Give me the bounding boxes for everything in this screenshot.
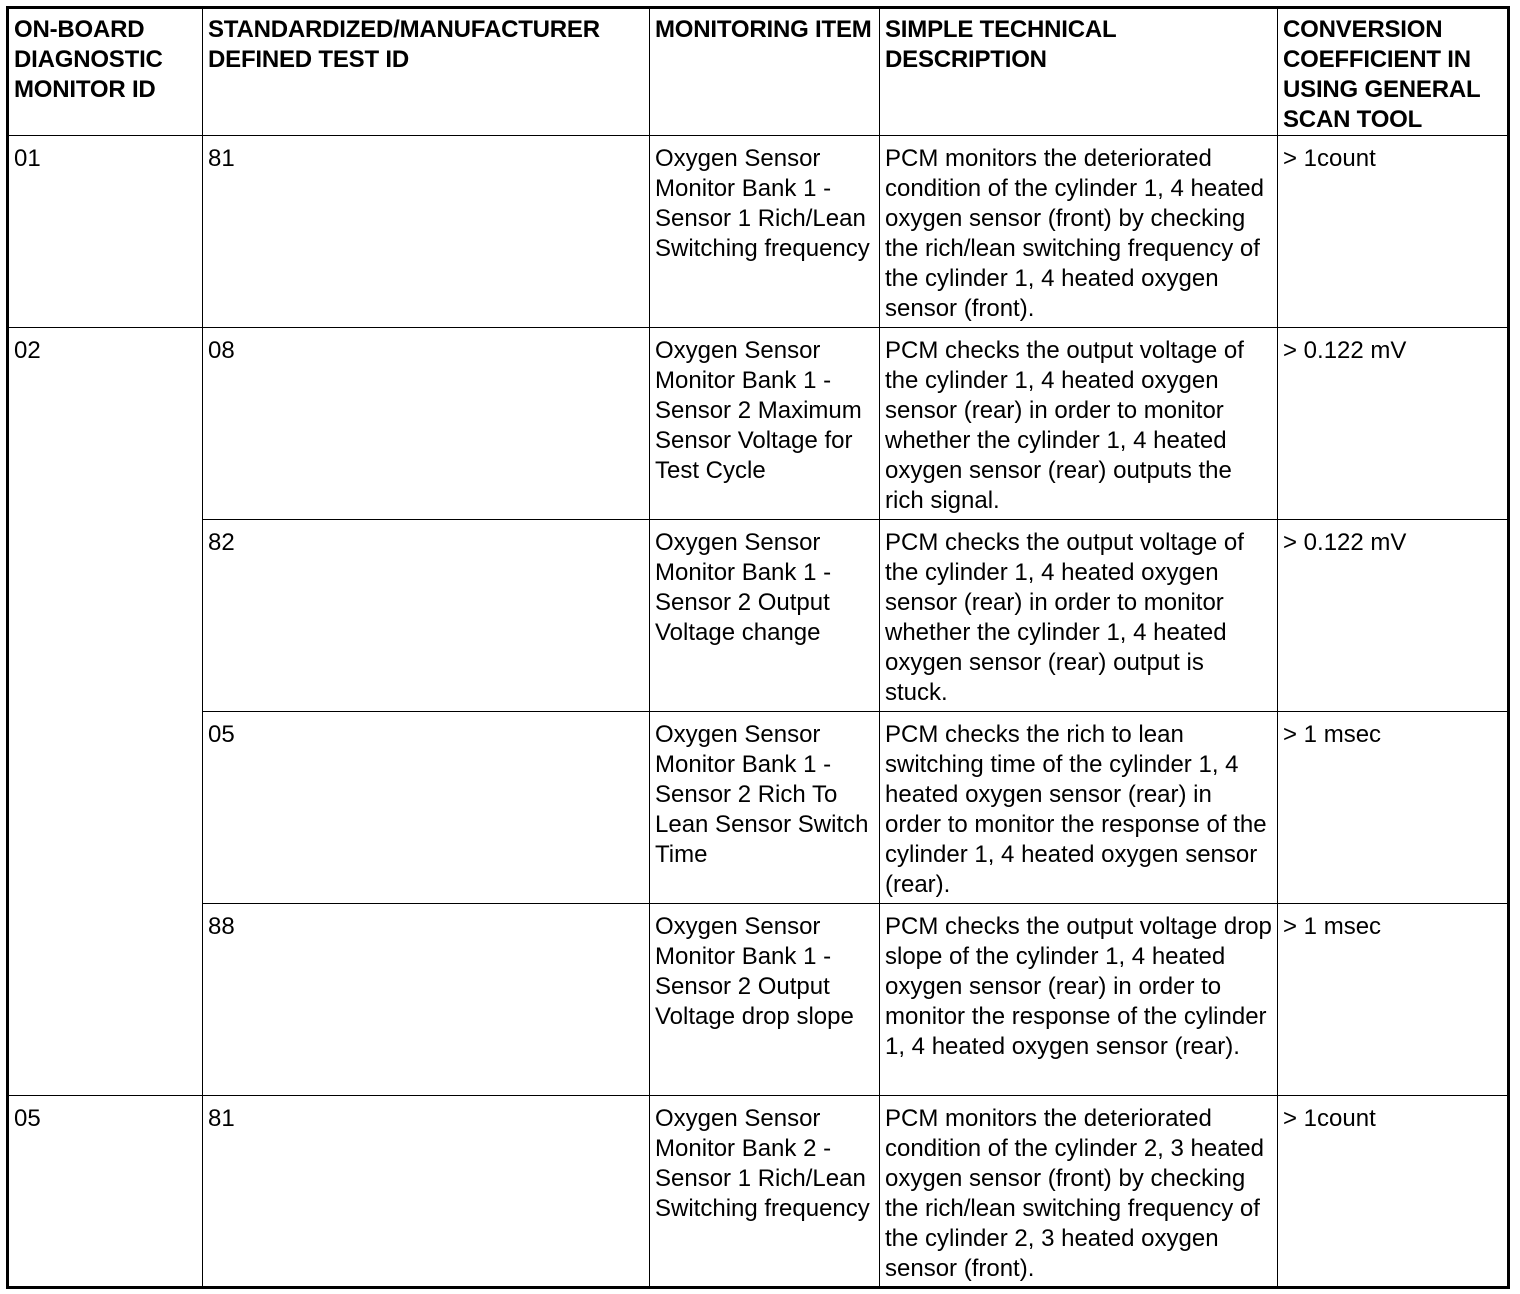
description-cell: PCM checks the output voltage of the cylinder 1, 4 heated oxygen sensor (rear) in order to monitor whether the cylinder 1, 4 heated oxygen sensor (rear) outputs the rich signal. bbox=[880, 328, 1278, 520]
test-id-cell: 81 bbox=[203, 136, 650, 328]
table-row bbox=[8, 520, 1509, 712]
monitoring-item-cell: Oxygen Sensor Monitor Bank 1 - Sensor 2 Maximum Sensor Voltage for Test Cycle bbox=[650, 328, 880, 520]
header-monitoring-item: MONITORING ITEM bbox=[650, 8, 880, 136]
coefficient-cell: > 1count bbox=[1278, 136, 1509, 328]
description-cell: PCM monitors the deteriorated condition of the cylinder 2, 3 heated oxygen sensor (front) by checking the rich/lean switching frequency of the cylinder 2, 3 heated oxygen sensor (front). bbox=[880, 1096, 1278, 1288]
table-row bbox=[8, 712, 1509, 904]
table-row bbox=[8, 904, 1509, 1096]
monitor-id-cell: 05 bbox=[8, 1096, 203, 1288]
monitor-id-cell: 02 bbox=[8, 328, 203, 1096]
monitor-id-cell: 01 bbox=[8, 136, 203, 328]
document-page bbox=[6, 6, 1510, 1289]
header-conversion-coefficient: CONVERSION COEFFICIENT IN USING GENERAL SCAN TOOL bbox=[1278, 8, 1509, 136]
coefficient-cell: > 0.122 mV bbox=[1278, 328, 1509, 520]
table-row bbox=[8, 136, 1509, 328]
description-cell: PCM checks the output voltage of the cylinder 1, 4 heated oxygen sensor (rear) in order to monitor whether the cylinder 1, 4 heated oxygen sensor (rear) output is stuck. bbox=[880, 520, 1278, 712]
header-test-id: STANDARDIZED/MANUFACTURER DEFINED TEST ID bbox=[203, 8, 650, 136]
coefficient-cell: > 1 msec bbox=[1278, 712, 1509, 904]
test-id-cell: 81 bbox=[203, 1096, 650, 1288]
test-id-cell: 08 bbox=[203, 328, 650, 520]
description-cell: PCM monitors the deteriorated condition of the cylinder 1, 4 heated oxygen sensor (front) by checking the rich/lean switching frequency of the cylinder 1, 4 heated oxygen sensor (front). bbox=[880, 136, 1278, 328]
monitoring-item-cell: Oxygen Sensor Monitor Bank 1 - Sensor 2 Rich To Lean Sensor Switch Time bbox=[650, 712, 880, 904]
monitoring-item-cell: Oxygen Sensor Monitor Bank 1 - Sensor 2 Output Voltage drop slope bbox=[650, 904, 880, 1096]
table-header-row bbox=[8, 8, 1509, 136]
header-description: SIMPLE TECHNICAL DESCRIPTION bbox=[880, 8, 1278, 136]
coefficient-cell: > 0.122 mV bbox=[1278, 520, 1509, 712]
monitor-test-table bbox=[6, 6, 1510, 1289]
monitoring-item-cell: Oxygen Sensor Monitor Bank 1 - Sensor 1 Rich/Lean Switching frequency bbox=[650, 136, 880, 328]
test-id-cell: 05 bbox=[203, 712, 650, 904]
monitoring-item-cell: Oxygen Sensor Monitor Bank 2 - Sensor 1 Rich/Lean Switching frequency bbox=[650, 1096, 880, 1288]
header-monitor-id: ON-BOARD DIAGNOSTIC MONITOR ID bbox=[8, 8, 203, 136]
monitoring-item-cell: Oxygen Sensor Monitor Bank 1 - Sensor 2 Output Voltage change bbox=[650, 520, 880, 712]
coefficient-cell: > 1 msec bbox=[1278, 904, 1509, 1096]
coefficient-cell: > 1count bbox=[1278, 1096, 1509, 1288]
test-id-cell: 88 bbox=[203, 904, 650, 1096]
table-row bbox=[8, 328, 1509, 520]
table-row bbox=[8, 1096, 1509, 1288]
test-id-cell: 82 bbox=[203, 520, 650, 712]
description-cell: PCM checks the output voltage drop slope of the cylinder 1, 4 heated oxygen sensor (rear) in order to monitor the response of the cylinder 1, 4 heated oxygen sensor (rear). bbox=[880, 904, 1278, 1096]
description-cell: PCM checks the rich to lean switching time of the cylinder 1, 4 heated oxygen sensor (rear) in order to monitor the response of the cylinder 1, 4 heated oxygen sensor (rear). bbox=[880, 712, 1278, 904]
